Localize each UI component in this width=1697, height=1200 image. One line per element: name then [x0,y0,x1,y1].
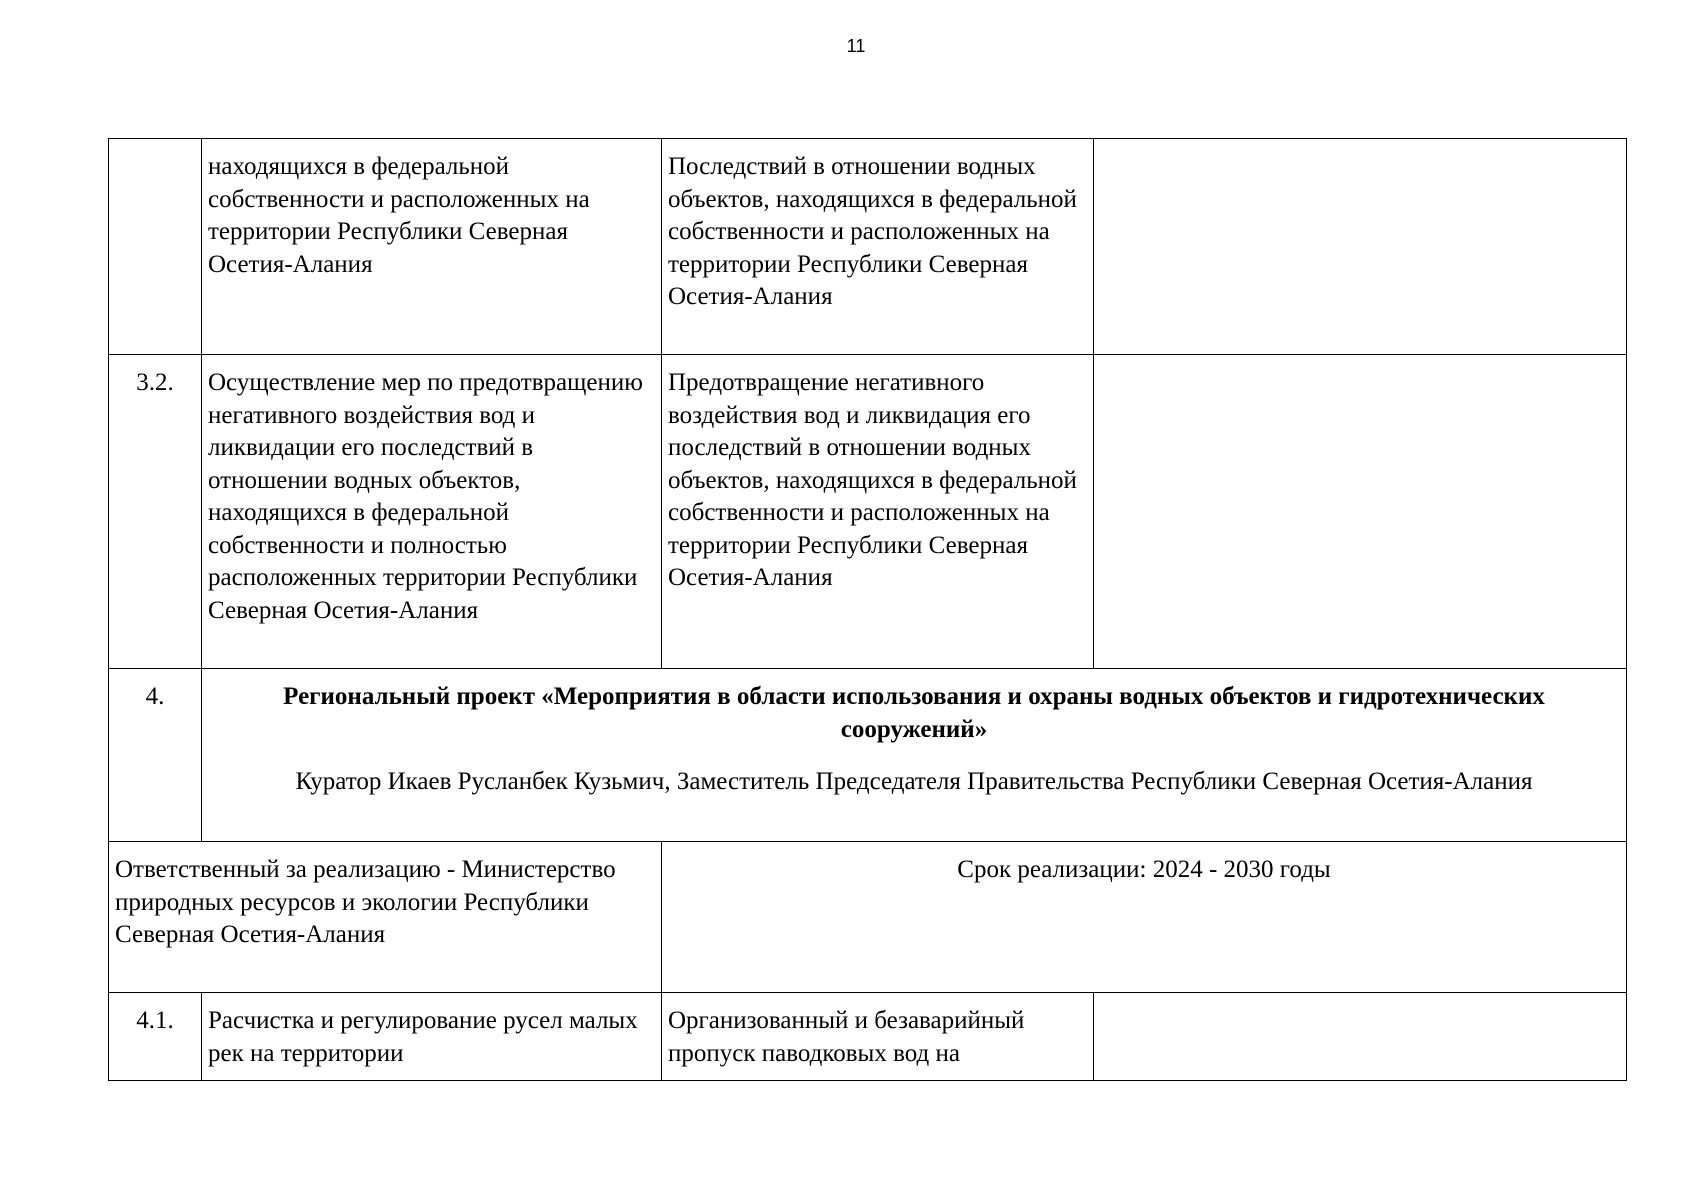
page-number: 11 [846,36,866,56]
measure-name: Расчистка и регулирование русел малых рек на территории [202,993,662,1081]
measure-extra [1094,993,1627,1081]
row-number [109,139,202,355]
measure-name: находящихся в федеральной собственности и расположенных на территории Республики Северная Осетия-Алания [202,139,662,355]
section-title: Региональный проект «Мероприятия в области использования и охраны водных объектов и гидротехнических сооружений» [283,683,1545,743]
measure-result: Организованный и безаварийный пропуск паводковых вод на [662,993,1094,1081]
measure-extra [1094,139,1627,355]
measure-extra [1094,355,1627,669]
implementation-term: Срок реализации: 2024 - 2030 годы [662,842,1627,993]
section-curator: Куратор Икаев Русланбек Кузьмич, Заместитель Председателя Правительства Республики Северная Осетия-Алания [295,768,1533,795]
section-number: 4. [109,669,202,842]
responsible-label: Ответственный за реализацию - Министерство природных ресурсов и экологии Республики Северная Осетия-Алания [109,842,662,993]
measure-result: Последствий в отношении водных объектов, находящихся в федеральной собственности и расположенных на территории Республики Северная Осетия-Алания [662,139,1094,355]
section-cell [202,669,1627,842]
table-row [109,993,1627,1081]
measures-table [108,138,1627,1081]
table-row [109,139,1627,355]
responsible-row [109,842,1627,993]
section-row [109,669,1627,842]
row-number: 4.1. [109,993,202,1081]
measure-name: Осуществление мер по предотвращению негативного воздействия вод и ликвидации его последствий в отношении водных объектов, находящихся в федеральной собственности и полностью расположенных территории Республики Северная Осетия-Алания [202,355,662,669]
row-number: 3.2. [109,355,202,669]
table-row [109,355,1627,669]
measure-result: Предотвращение негативного воздействия вод и ликвидация его последствий в отношении водных объектов, находящихся в федеральной собственности и расположенных на территории Республики Северная Осетия-Алания [662,355,1094,669]
